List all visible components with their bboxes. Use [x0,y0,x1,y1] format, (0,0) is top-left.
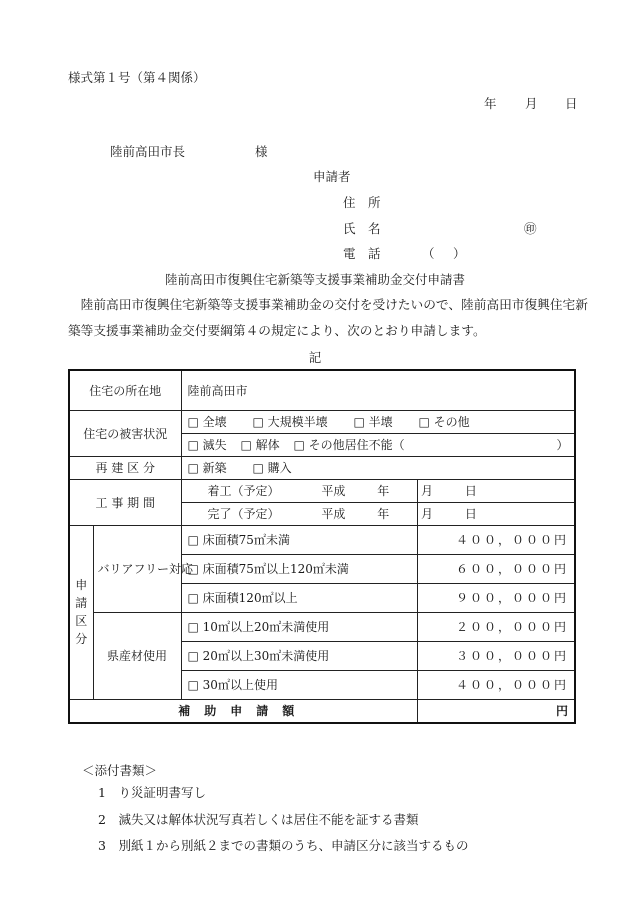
form-number: 様式第１号（第４関係） [68,70,206,85]
ki-heading: 記 [308,350,322,365]
lw-amount-1: ２００，０００円 [417,612,575,641]
attachment-3: 3 別紙１から別紙２までの書類のうち、申請区分に該当するもの [98,838,469,853]
damage-option-total[interactable]: □ 全壊 [187,415,227,429]
barrier-free-label: バリアフリー対応 [93,525,181,612]
application-table [68,369,576,724]
bf-amount-1: ４００，０００円 [417,525,575,554]
rebuild-option-purchase[interactable]: □ 購入 [252,461,292,475]
damage-options-row1 [181,410,575,433]
damage-options-row2 [181,433,575,456]
period-start-year: 年 [377,484,390,498]
total-amount-input[interactable]: 円 [417,699,575,723]
date-month: 月 [525,96,538,111]
rebuild-option-new[interactable]: □ 新築 [187,461,227,475]
period-end-text: 完了（予定） [207,507,280,521]
bf-item-1[interactable]: □ 床面積75㎡未満 [181,525,417,554]
attachment-1: 1 り災証明書写し [98,785,206,800]
period-end-month: 月 [421,507,434,521]
damage-option-uninhabitable[interactable]: □ その他居住不能（ [293,438,405,452]
document-title: 陸前高田市復興住宅新築等支援事業補助金交付申請書 [164,272,465,287]
attachments-title: ＜添付書類＞ [82,763,158,778]
period-end-label [181,502,477,525]
bf-amount-3: ９００，０００円 [417,583,575,612]
damage-option-other[interactable]: □ その他 [418,415,470,429]
applicant-heading: 申請者 [313,169,351,184]
total-label: 補助申請額 [69,699,417,723]
name-label: 氏 名 [343,221,381,236]
address-label: 住 所 [343,195,381,210]
location-value: 陸前高田市 [181,370,575,410]
period-end-year: 年 [377,507,390,521]
local-wood-label: 県産材使用 [93,612,181,699]
phone-label: 電 話 [343,246,381,261]
location-label: 住宅の所在地 [69,370,181,410]
period-start-day: 日 [464,484,477,498]
period-label: 工 事 期 間 [69,479,181,525]
lw-amount-2: ３００，０００円 [417,641,575,670]
period-start-month: 月 [421,484,434,498]
bf-amount-2: ６００，０００円 [417,554,575,583]
phone-paren-open: （ [422,246,435,261]
lw-item-3[interactable]: □ 30㎡以上使用 [181,670,417,699]
period-end-era: 平成 [321,507,346,521]
period-start-label [181,479,477,502]
addressee: 陸前高田市長 [110,144,186,159]
date-year: 年 [484,96,497,111]
rebuild-label: 再 建 区 分 [69,456,181,479]
lw-item-2[interactable]: □ 20㎡以上30㎡未満使用 [181,641,417,670]
damage-paren-close: ） [556,438,569,452]
lw-amount-3: ４００，０００円 [417,670,575,699]
seal-mark: ㊞ [524,221,537,236]
damage-option-lost[interactable]: □ 滅失 [187,438,227,452]
damage-option-half[interactable]: □ 半壊 [353,415,393,429]
application-paragraph: 陸前高田市復興住宅新築等支援事業補助金の交付を受けたいので、陸前高田市復興住宅新築等支援事業補助金交付要綱第４の規定により、次のとおり申請します。 [68,297,588,338]
bf-item-2[interactable]: □ 床面積75㎡以上120㎡未満 [181,554,417,583]
damage-label: 住宅の被害状況 [69,410,181,456]
period-start-text: 着工（予定） [207,484,280,498]
damage-option-demolished[interactable]: □ 解体 [240,438,280,452]
period-end-day: 日 [464,507,477,521]
attachment-2: 2 滅失又は解体状況写真若しくは居住不能を証する書類 [98,812,419,827]
phone-paren-close: ） [453,246,466,261]
period-start-era: 平成 [321,484,346,498]
damage-option-large-half[interactable]: □ 大規模半壊 [252,415,328,429]
lw-item-1[interactable]: □ 10㎡以上20㎡未満使用 [181,612,417,641]
category-label: 申請区分 [69,525,93,699]
date-day: 日 [565,96,578,111]
bf-item-3[interactable]: □ 床面積120㎡以上 [181,583,417,612]
honorific: 様 [255,144,268,159]
rebuild-options [181,456,575,479]
